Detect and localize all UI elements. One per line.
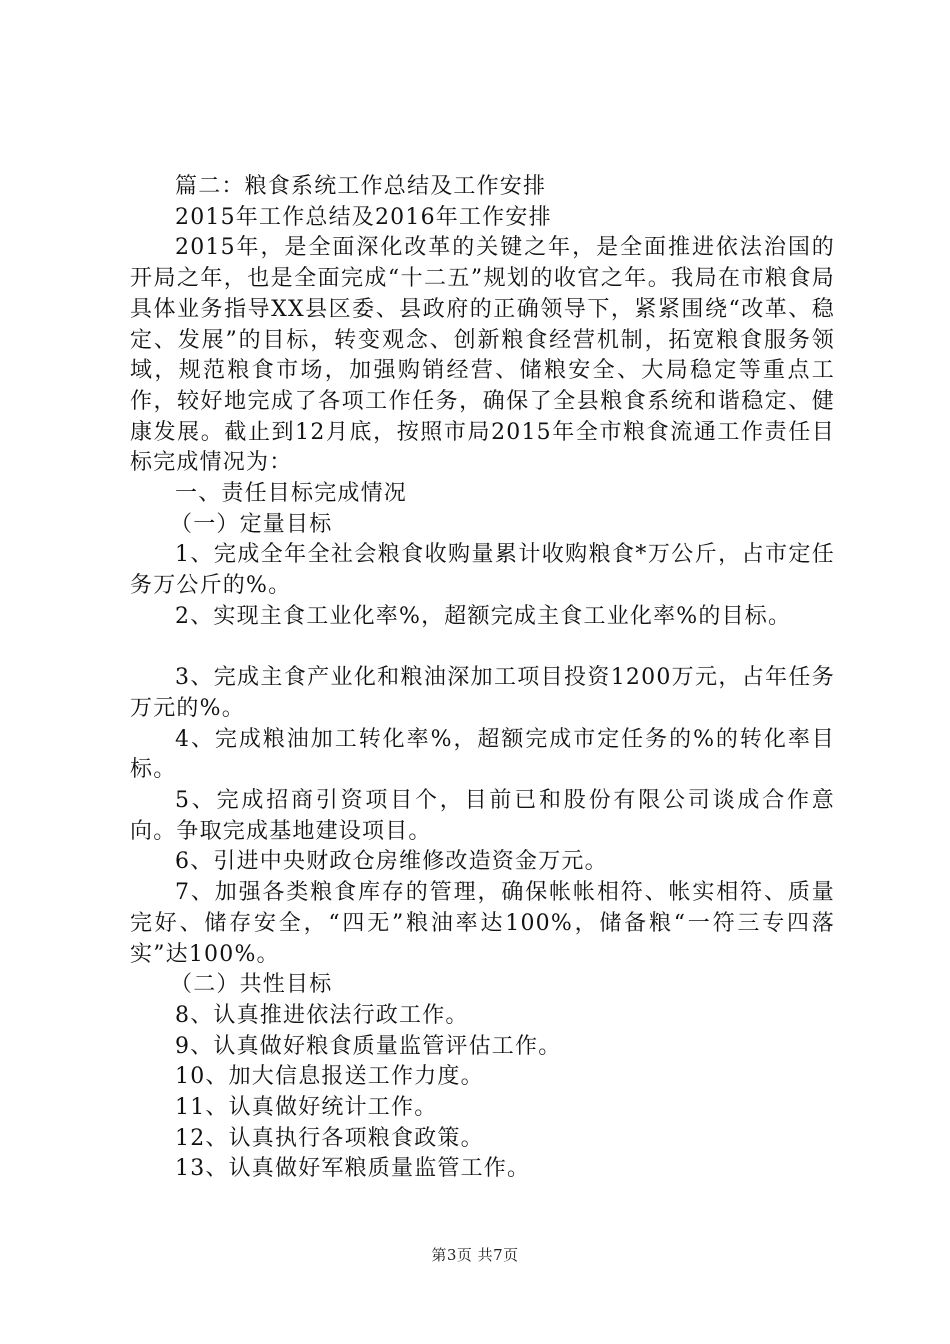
- goal-item-13: 13、认真做好军粮质量监管工作。: [175, 1156, 531, 1182]
- page-number-footer: 第3页 共7页: [431, 1246, 519, 1264]
- document-body: [130, 172, 835, 1185]
- goal-item-11: 11、认真做好统计工作。: [175, 1095, 438, 1121]
- goal-item-2: 2、实现主食工业化率%，超额完成主食工业化率%的目标。: [175, 603, 792, 629]
- document-subheading: 2015年工作总结及2016年工作安排: [175, 204, 552, 230]
- goal-item-6: 6、引进中央财政仓房维修改造资金万元。: [175, 849, 608, 875]
- common-goals-title: （二）共性目标: [170, 972, 333, 998]
- goal-item-3: 3、完成主食产业化和粮油深加工项目投资1200万元，占年任务万元的%。: [130, 665, 835, 721]
- goal-item-8: 8、认真推进依法行政工作。: [175, 1002, 469, 1028]
- goal-item-1: 1、完成全年全社会粮食收购量累计收购粮食*万公斤，占市定任务万公斤的%。: [130, 542, 835, 599]
- quantitative-goals-title: （一）定量目标: [170, 511, 333, 537]
- goal-item-12: 12、认真执行各项粮食政策。: [175, 1125, 484, 1151]
- goal-item-10: 10、加大信息报送工作力度。: [175, 1064, 484, 1090]
- goal-item-9: 9、认真做好粮食质量监管评估工作。: [175, 1033, 562, 1059]
- goal-item-4: 4、完成粮油加工转化率%，超额完成市定任务的%的转化率目标。: [130, 726, 835, 783]
- document-heading: 篇二：粮食系统工作总结及工作安排: [175, 174, 547, 199]
- goal-item-7: 7、加强各类粮食库存的管理，确保帐帐相符、帐实相符、质量完好、储存安全，“四无”粮油率达100%，储备粮“一符三专四落实”达100%。: [130, 880, 835, 967]
- intro-paragraph: 2015年，是全面深化改革的关键之年，是全面推进依法治国的开局之年，也是全面完成“十二五”规划的收官之年。我局在市粮食局具体业务指导XX县区委、县政府的正确领导下，紧紧围绕“改革、稳定、发展”的目标，转变观念、创新粮食经营机制，拓宽粮食服务领域，规范粮食市场，加强购销经营、储粮安全、大局稳定等重点工作，较好地完成了各项工作任务，确保了全县粮食系统和谐稳定、健康发展。截止到12月底，按照市局2015年全市粮食流通工作责任目标完成情况为：: [130, 235, 835, 476]
- section1-title: 一、责任目标完成情况: [175, 481, 408, 507]
- blank-line: [130, 633, 835, 664]
- goal-item-5: 5、完成招商引资项目个，目前已和股份有限公司谈成合作意向。争取完成基地建设项目。: [130, 788, 835, 844]
